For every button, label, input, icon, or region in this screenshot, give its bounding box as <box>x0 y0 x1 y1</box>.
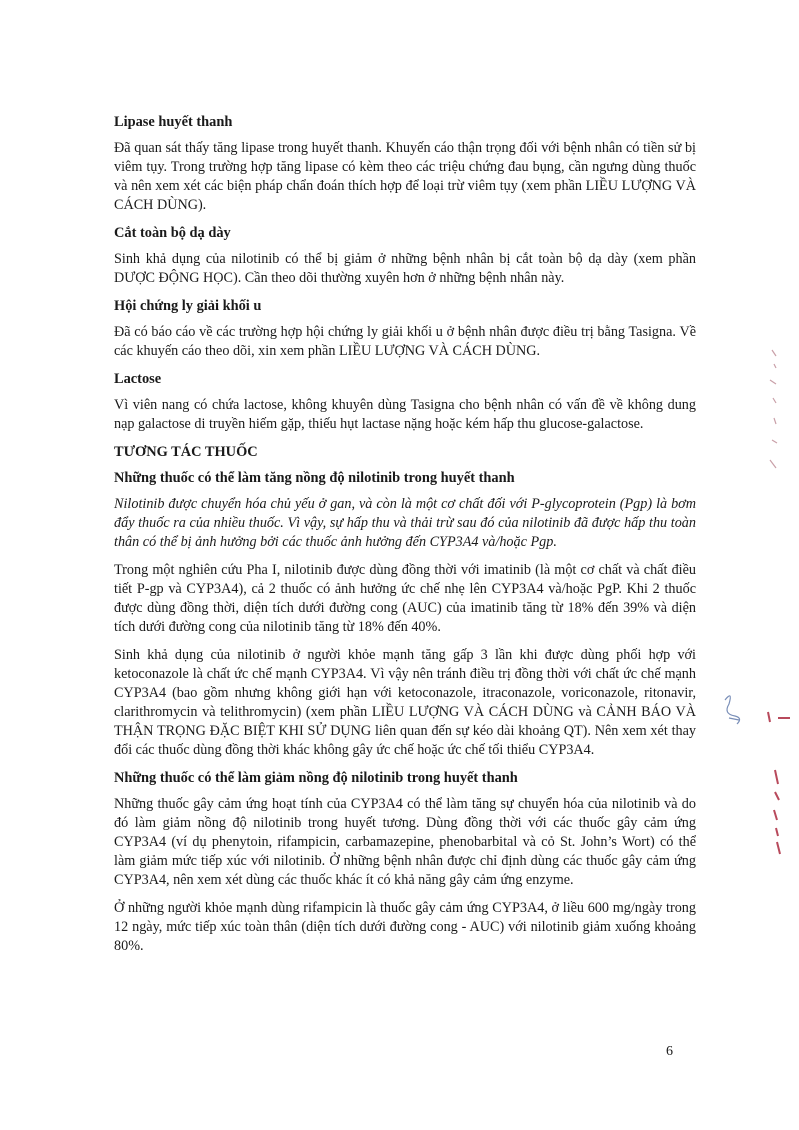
section-heading-gastrectomy: Cắt toàn bộ dạ dày <box>114 225 231 241</box>
page-number: 6 <box>666 1044 673 1059</box>
paragraph: Những thuốc gây cảm ứng hoạt tính của CYP3A4 có thể làm tăng sự chuyển hóa của nilotinib và do đó làm giảm nồng độ nilotinib trong huyết tương. Dùng đồng thời với các thuốc gây cảm ứng CYP3A4 (ví dụ phenytoin, rifampicin, carbamazepine, phenobarbital và cỏ St. John’s Wort) có thể làm giảm mức tiếp xúc với nilotinib. Ở những bệnh nhân được chỉ định dùng các thuốc gây cảm ứng CYP3A4, nên xem xét dùng các thuốc khác ít có khả năng gây cảm ứng enzyme. <box>114 796 696 888</box>
paragraph: Vì viên nang có chứa lactose, không khuyên dùng Tasigna cho bệnh nhân có vấn đề về không dung nạp galactose di truyền hiếm gặp, thiếu hụt lactase nặng hoặc kém hấp thu glucose-galactose. <box>114 397 696 432</box>
italic-paragraph: Nilotinib được chuyển hóa chủ yếu ở gan, và còn là một cơ chất đối với P-glycoprotein (Pgp) là bơm đẩy thuốc ra của nhiều thuốc. Vì vậy, sự hấp thu và thải trừ sau đó của nilotinib đã được hấp thu toàn thân có thể bị ảnh hưởng bởi các thuốc ảnh hưởng đến CYP3A4 và/hoặc Pgp. <box>114 496 696 550</box>
document-body <box>114 113 696 965</box>
paragraph: Trong một nghiên cứu Pha I, nilotinib được dùng đồng thời với imatinib (là một cơ chất và chất điều tiết P-gp và CYP3A4), cả 2 thuốc có ảnh hưởng ức chế nhẹ lên CYP3A4 và/hoặc PgP. Khi 2 thuốc được dùng đồng thời, diện tích dưới đường cong (AUC) của imatinib tăng từ 18% đến 39% và diện tích dưới đường cong của nilotinib tăng từ 18% đến 40%. <box>114 562 696 635</box>
section-heading-lipase: Lipase huyết thanh <box>114 114 233 130</box>
subsection-heading-increase: Những thuốc có thể làm tăng nồng độ nilotinib trong huyết thanh <box>114 470 515 486</box>
section-heading-lactose: Lactose <box>114 371 162 387</box>
section-heading-drug-interactions: TƯƠNG TÁC THUỐC <box>114 444 258 460</box>
subsection-heading-decrease: Những thuốc có thể làm giảm nồng độ nilotinib trong huyết thanh <box>114 770 518 786</box>
margin-stamp-marks <box>720 340 795 860</box>
paragraph: Sinh khả dụng của nilotinib ở người khỏe mạnh tăng gấp 3 lần khi được dùng phối hợp với ketoconazole là chất ức chế mạnh CYP3A4. Vì vậy nên tránh điều trị đồng thời với chất ức chế mạnh CYP3A4 (bao gồm nhưng không giới hạn với ketoconazole, itraconazole, voriconazole, ritonavir, clarithromycin và telithromycin) (xem phần LIỀU LƯỢNG VÀ CÁCH DÙNG và CẢNH BÁO VÀ THẬN TRỌNG ĐẶC BIỆT KHI SỬ DỤNG liên quan đến sự kéo dài khoảng QT). Nên xem xét thay đổi các thuốc dùng đồng thời khác không gây ức chế hoặc ức chế tối thiểu CYP3A4. <box>114 647 696 758</box>
paragraph: Ở những người khỏe mạnh dùng rifampicin là thuốc gây cảm ứng CYP3A4, ở liều 600 mg/ngày trong 12 ngày, mức tiếp xúc toàn thân (diện tích dưới đường cong - AUC) với nilotinib giảm xuống khoảng 80%. <box>114 900 696 954</box>
paragraph: Đã có báo cáo về các trường hợp hội chứng ly giải khối u ở bệnh nhân được điều trị bằng Tasigna. Về các khuyến cáo theo dõi, xin xem phần LIỀU LƯỢNG VÀ CÁCH DÙNG. <box>114 324 696 359</box>
paragraph: Sinh khả dụng của nilotinib có thể bị giảm ở những bệnh nhân bị cắt toàn bộ dạ dày (xem phần DƯỢC ĐỘNG HỌC). Cần theo dõi thường xuyên hơn ở những bệnh nhân này. <box>114 251 696 286</box>
section-heading-tumor-lysis: Hội chứng ly giải khối u <box>114 298 262 314</box>
paragraph: Đã quan sát thấy tăng lipase trong huyết thanh. Khuyến cáo thận trọng đối với bệnh nhân có tiền sử bị viêm tụy. Trong trường hợp tăng lipase có kèm theo các triệu chứng đau bụng, cần ngưng dùng thuốc và nên xem xét các biện pháp chẩn đoán thích hợp để loại trừ viêm tụy (xem phần LIỀU LƯỢNG VÀ CÁCH DÙNG). <box>114 140 696 213</box>
